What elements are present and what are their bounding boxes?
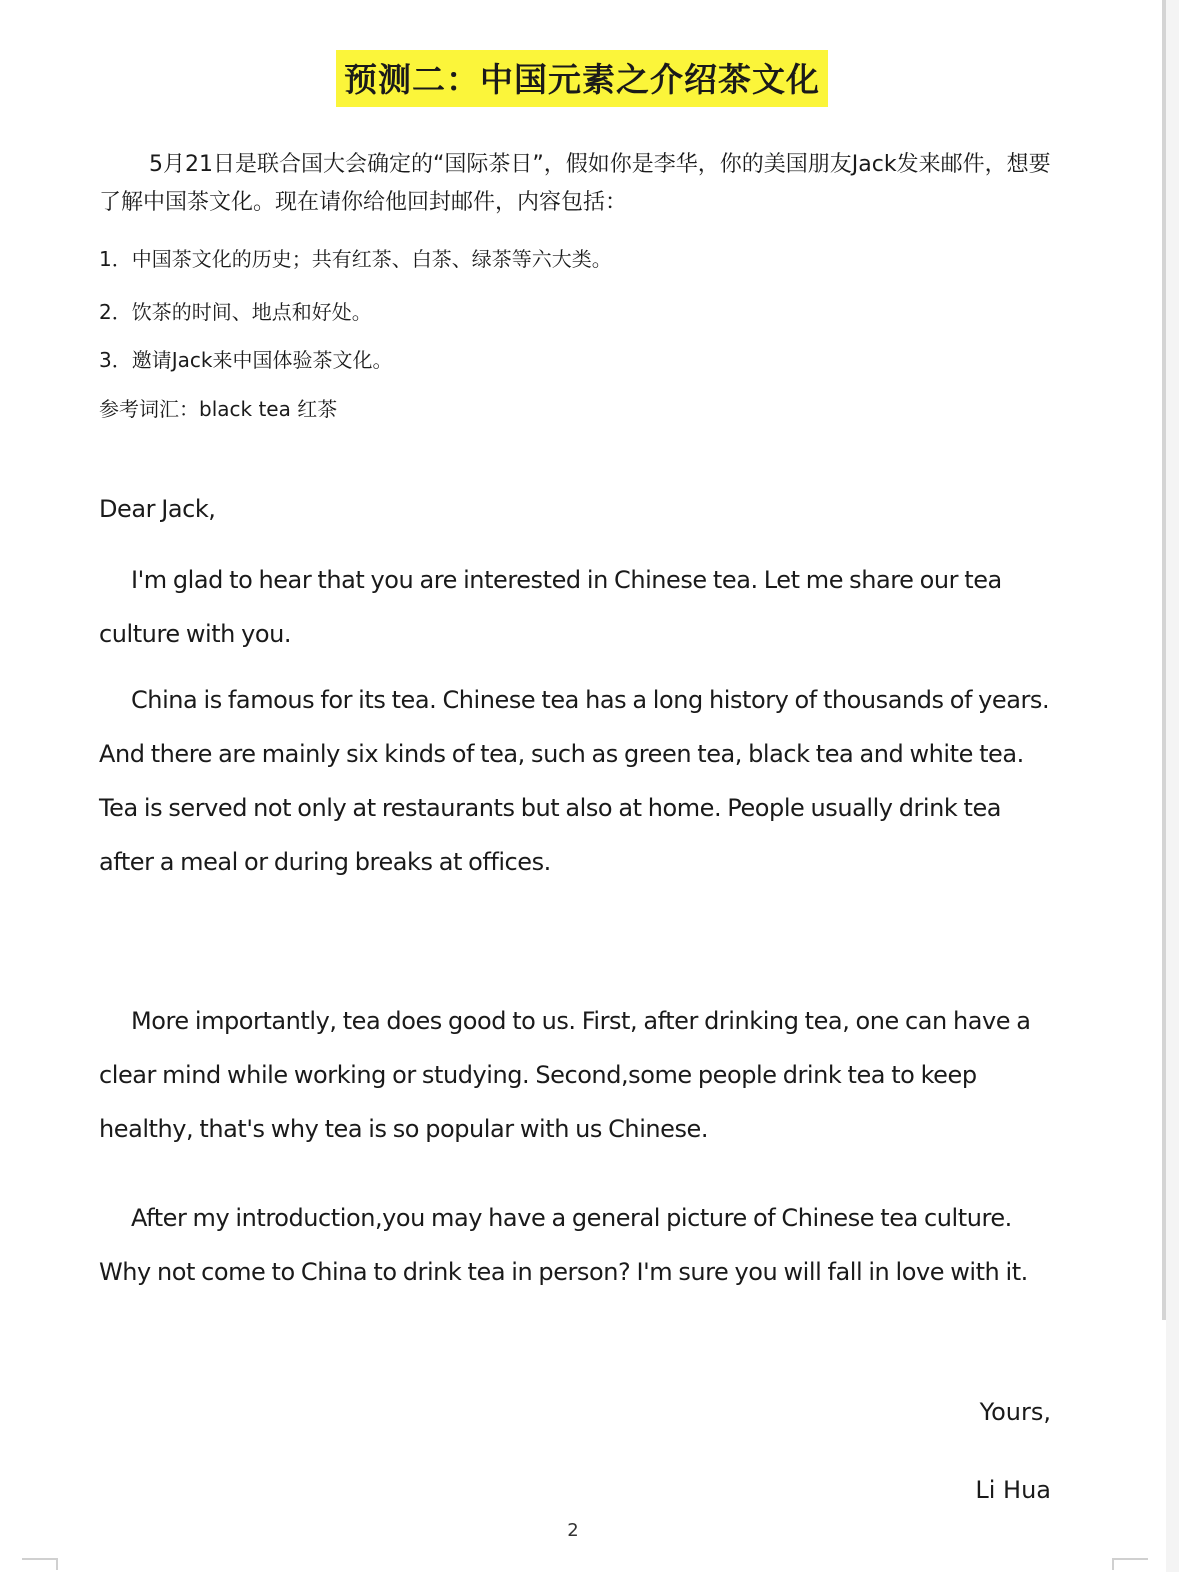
title-container	[0, 50, 1164, 107]
crop-mark	[1112, 1558, 1148, 1570]
letter-paragraph: More importantly, tea does good to us. First, after drinking tea, one can have a clear mind while working or studying. Second,some people drink tea to keep healthy, that's why tea is so popular with us Chinese.	[99, 1007, 1031, 1143]
requirement-item: 3．邀请Jack来中国体验茶文化。	[99, 348, 393, 372]
page-title: 预测二：中国元素之介绍茶文化	[336, 50, 828, 107]
letter-signature: Li Hua	[975, 1476, 1051, 1504]
letter-paragraph: China is famous for its tea. Chinese tea has a long history of thousands of years. And there are mainly six kinds of tea, such as green tea, black tea and white tea. Tea is served not only at restaurants but also at home. People usually drink tea after a meal or during breaks at offices.	[99, 686, 1050, 876]
requirement-item: 2．饮茶的时间、地点和好处。	[99, 300, 372, 324]
crop-mark	[22, 1558, 58, 1570]
letter-paragraph: After my introduction,you may have a general picture of Chinese tea culture. Why not come to China to drink tea in person? I'm sure you will fall in love with it.	[99, 1204, 1028, 1286]
letter-salutation: Dear Jack,	[99, 495, 216, 523]
page-edge-shadow	[1166, 0, 1179, 1572]
requirement-item: 1．中国茶文化的历史；共有红茶、白茶、绿茶等六大类。	[99, 247, 612, 271]
letter-closing: Yours,	[979, 1398, 1051, 1426]
page-number: 2	[567, 1520, 579, 1541]
letter-paragraph: I'm glad to hear that you are interested in Chinese tea. Let me share our tea culture with you.	[99, 566, 1002, 648]
writing-prompt: 5月21日是联合国大会确定的“国际茶日”，假如你是李华，你的美国朋友Jack发来邮件，想要了解中国茶文化。现在请你给他回封邮件，内容包括：	[99, 152, 1051, 215]
reference-vocabulary: 参考词汇：black tea 红茶	[99, 397, 338, 421]
